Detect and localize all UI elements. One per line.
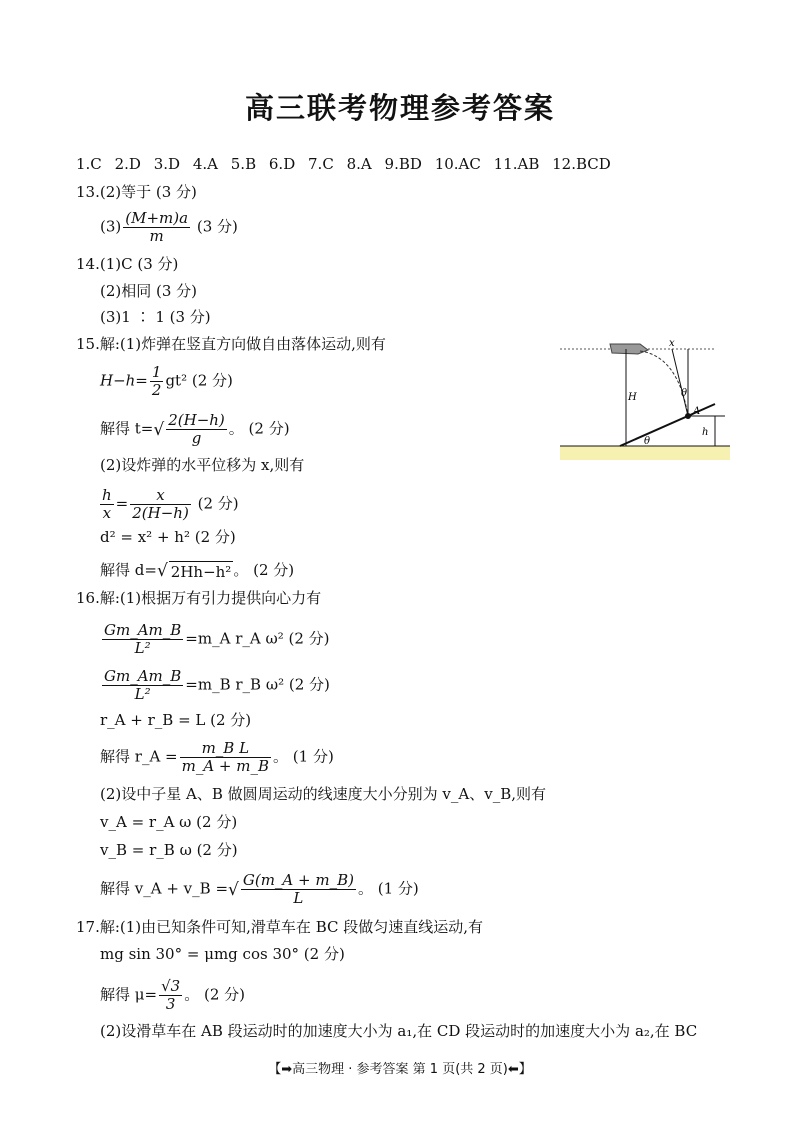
bomb-trajectory-figure: [560, 336, 750, 466]
mc-answer: 8.A: [346, 155, 372, 173]
q15-line: H−h= $\frac{1}{2}$ gt² (2 分): [100, 363, 233, 399]
q16-line: 解得 v_A + v_B =√ $\frac{G(m\_A + m\_B)}{L}$ 。 (1 分): [100, 871, 419, 907]
page-footer: 【➡高三物理 · 参考答案 第 1 页(共 2 页)⬅】: [268, 1062, 532, 1077]
plane-icon: [610, 344, 648, 354]
q16-line: (2)设中子星 A、B 做圆周运动的线速度大小分别为 v_A、v_B,则有: [100, 785, 546, 803]
q14-line: (2)相同 (3 分): [100, 282, 198, 300]
q15-line: 解得 t=√ $\frac{2(H-h)}{g}$ 。 (2 分): [100, 411, 290, 447]
q13-line: 13.(2)等于 (3 分): [76, 183, 197, 201]
label-x: x: [669, 338, 675, 349]
ground-area: [560, 446, 730, 460]
q13-line: (3) $\frac{(M+m)a}{m}$ (3 分): [100, 209, 238, 245]
mc-answer: 9.BD: [384, 155, 422, 173]
q16-line: $\frac{Gm\_Am\_B}{\text{L²}}$ =m_B r_B ω² (2 分): [104, 667, 330, 703]
q15-line: d² = x² + h² (2 分): [100, 528, 236, 546]
page-title: 高三联考物理参考答案: [244, 91, 555, 125]
mc-answer: 6.D: [268, 155, 296, 173]
mc-answer: 4.A: [192, 155, 218, 173]
q16-line: $\frac{Gm\_Am\_B}{\text{L²}}$ =m_A r_A ω² (2 分): [104, 621, 330, 657]
label-h-big: H: [628, 392, 637, 403]
mc-answer: 1.C: [76, 155, 102, 173]
q17-line: 解得 μ= $\frac{√3}{3}$ 。 (2 分): [100, 977, 245, 1013]
q17-line: mg sin 30° = μmg cos 30° (2 分): [100, 945, 345, 963]
q15-line: 15.解:(1)炸弹在竖直方向做自由落体运动,则有: [76, 335, 386, 353]
label-theta: θ: [681, 388, 688, 399]
q17-line: (2)设滑草车在 AB 段运动时的加速度大小为 a₁,在 CD 段运动时的加速度大小为 a₂,在 BC: [100, 1022, 698, 1040]
q15-line: 解得 d=√ 2Hh−h² 。 (2 分): [100, 561, 295, 581]
q14-line: (3)1 ∶ 1 (3 分): [100, 308, 211, 326]
slope-line: [620, 404, 715, 446]
mc-answer: 3.D: [153, 155, 181, 173]
q15-line: $\frac{h}{x}$ = $\frac{x}{2(H-h)}$ (2 分): [102, 486, 239, 522]
mc-answer: 12.BCD: [552, 155, 611, 173]
sight-line: [672, 349, 688, 416]
mc-answer: 2.D: [114, 155, 141, 173]
mc-answer: 11.AB: [493, 155, 540, 173]
mc-answer: 7.C: [308, 155, 334, 173]
q16-line: v_A = r_A ω (2 分): [100, 813, 238, 831]
q15-line: (2)设炸弹的水平位移为 x,则有: [100, 456, 305, 474]
mc-answer: 5.B: [230, 155, 257, 173]
label-theta-slope: θ: [644, 436, 651, 447]
q16-line: v_B = r_B ω (2 分): [100, 841, 238, 859]
q17-line: 17.解:(1)由已知条件可知,滑草车在 BC 段做匀速直线运动,有: [76, 918, 484, 936]
mc-answers: [76, 155, 619, 173]
label-a: A: [693, 406, 701, 417]
q16-line: 解得 r_A = $\frac{\text{m\_B L}}{m\_A + m\_B}$ 。 (1 分): [100, 739, 334, 775]
q14-line: 14.(1)C (3 分): [76, 255, 179, 273]
label-h-small: h: [702, 427, 709, 438]
q16-line: 16.解:(1)根据万有引力提供向心力有: [76, 589, 322, 607]
q16-line: r_A + r_B = L (2 分): [100, 711, 252, 729]
mc-answer: 10.AC: [434, 155, 481, 173]
trajectory-curve: [640, 351, 688, 416]
